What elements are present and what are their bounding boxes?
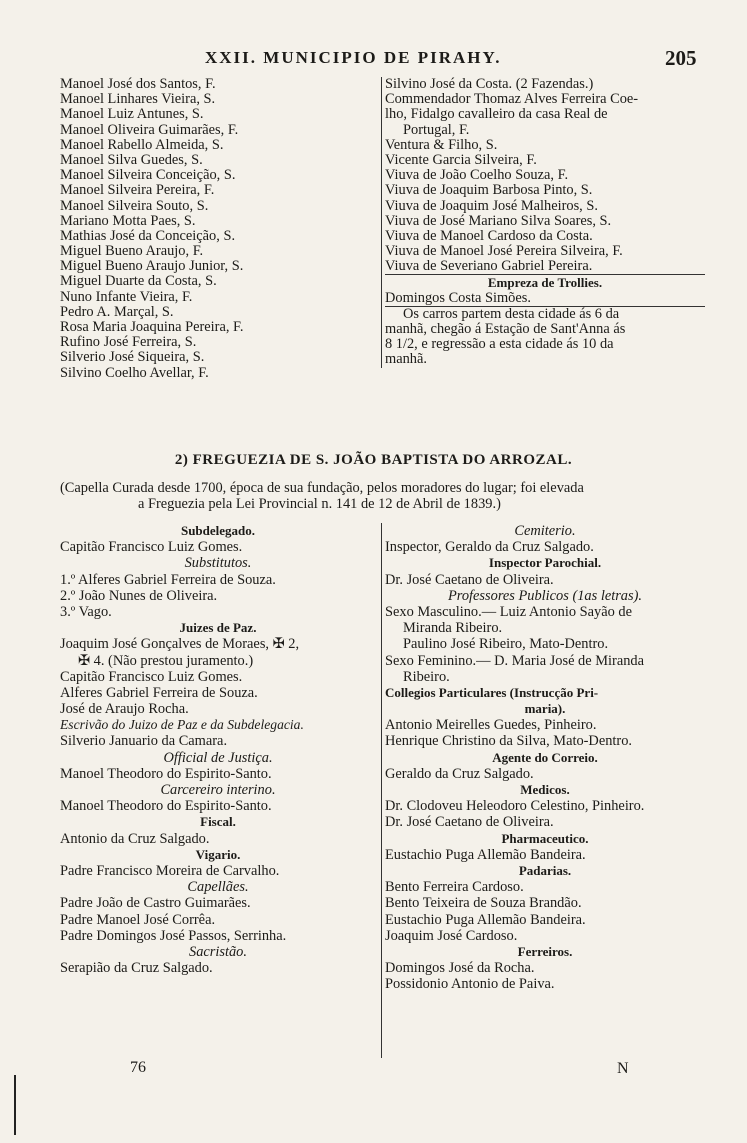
list-item: Ventura & Filho, S. bbox=[385, 136, 498, 153]
padarias-heading: Padarias. bbox=[518, 862, 572, 878]
list-item: Rosa Maria Joaquina Pereira, F. bbox=[60, 319, 244, 335]
list-item: Manoel Oliveira Guimarães, F. bbox=[60, 121, 239, 138]
list-item: Serapião da Cruz Salgado. bbox=[60, 960, 213, 977]
list-item: Joaquim José Gonçalves de Moraes, ✠ 2, bbox=[60, 636, 300, 653]
list-item: Rufino José Ferreira, S. bbox=[60, 334, 197, 351]
trollies-text: Os carros partem desta cidade ás 6 da bbox=[403, 305, 620, 322]
trollies-owner: Domingos Costa Simões. bbox=[385, 291, 705, 307]
list-item: Silverio Januario da Camara. bbox=[60, 733, 228, 750]
list-item: Dr. Clodoveu Heleodoro Celestino, Pinheiro. bbox=[385, 798, 645, 815]
bottom-left-column bbox=[60, 523, 376, 976]
list-item: Bento Ferreira Cardoso. bbox=[385, 879, 524, 896]
list-item: José de Araujo Rocha. bbox=[60, 701, 189, 718]
list-item: Manoel Rabello Almeida, S. bbox=[60, 136, 224, 153]
juizes-heading: Juizes de Paz. bbox=[179, 620, 257, 636]
list-item: Bento Teixeira de Souza Brandão. bbox=[385, 895, 582, 912]
note-line: a Freguezia pela Lei Provincial n. 141 de 12 de Abril de 1839.) bbox=[138, 496, 501, 512]
top-left-column bbox=[60, 77, 376, 381]
list-item: Miranda Ribeiro. bbox=[403, 620, 503, 637]
list-item: Miguel Duarte da Costa, S. bbox=[60, 273, 217, 290]
substitutos-heading: Substitutos. bbox=[184, 555, 252, 572]
list-item: Silvino José da Costa. (2 Fazendas.) bbox=[385, 77, 594, 92]
running-header bbox=[0, 46, 747, 74]
list-item: Antonio da Cruz Salgado. bbox=[60, 830, 210, 847]
list-item: Padre João de Castro Guimarães. bbox=[60, 895, 251, 912]
list-item: Padre Francisco Moreira de Carvalho. bbox=[60, 862, 280, 879]
list-item: Commendador Thomaz Alves Ferreira Coe- bbox=[385, 91, 639, 108]
list-item: Inspector, Geraldo da Cruz Salgado. bbox=[385, 539, 594, 556]
list-item: lho, Fidalgo cavalleiro da casa Real de bbox=[385, 106, 608, 123]
list-item: Sexo Feminino.— D. Maria José de Miranda bbox=[385, 652, 644, 669]
list-item: Padre Domingos José Passos, Serrinha. bbox=[60, 927, 287, 944]
list-item: Viuva de Joaquim José Malheiros, S. bbox=[385, 197, 598, 214]
list-item: Manoel Luiz Antunes, S. bbox=[60, 106, 204, 123]
list-item: Viuva de Manoel Cardoso da Costa. bbox=[385, 227, 593, 244]
list-item: Geraldo da Cruz Salgado. bbox=[385, 765, 534, 782]
list-item: Manoel Linhares Vieira, S. bbox=[60, 91, 216, 108]
list-item: Vicente Garcia Silveira, F. bbox=[385, 151, 537, 168]
list-item: Sexo Masculino.— Luiz Antonio Sayão de bbox=[385, 603, 633, 620]
vigario-heading: Vigario. bbox=[195, 846, 241, 862]
list-item: Dr. José Caetano de Oliveira. bbox=[385, 814, 554, 831]
list-item: Miguel Bueno Araujo Junior, S. bbox=[60, 258, 244, 275]
list-item: Manoel Theodoro do Espirito-Santo. bbox=[60, 798, 272, 815]
list-item: Eustachio Puga Allemão Bandeira. bbox=[385, 846, 586, 863]
list-item: ✠ 4. (Não prestou juramento.) bbox=[78, 652, 254, 669]
medicos-heading: Medicos. bbox=[520, 782, 570, 797]
capellaes-heading: Capellães. bbox=[187, 879, 249, 896]
list-item: Silvino Coelho Avellar, F. bbox=[60, 364, 209, 381]
official-heading: Official de Justiça. bbox=[163, 749, 273, 766]
list-item: Capitão Francisco Luiz Gomes. bbox=[60, 668, 243, 685]
inspector-heading: Inspector Parochial. bbox=[488, 555, 602, 571]
trollies-heading: Empreza de Trollies. bbox=[487, 275, 603, 291]
page-number: 205 bbox=[665, 46, 697, 70]
escrivao-heading: Escrivão do Juizo de Paz e da Subdelegacia. bbox=[60, 717, 304, 733]
cemiterio-heading: Cemiterio. bbox=[514, 523, 576, 539]
list-item: Manoel Silva Guedes, S. bbox=[60, 151, 203, 168]
sacristao-heading: Sacristão. bbox=[189, 943, 247, 960]
list-item: Viuva de João Coelho Souza, F. bbox=[385, 167, 569, 184]
collegios-heading-cont: maria). bbox=[524, 701, 566, 717]
ferreiros-heading: Ferreiros. bbox=[517, 943, 573, 959]
fiscal-heading: Fiscal. bbox=[200, 814, 236, 830]
list-item: Eustachio Puga Allemão Bandeira. bbox=[385, 911, 586, 928]
list-item: Manoel Silveira Souto, S. bbox=[60, 197, 209, 214]
section-note bbox=[60, 480, 700, 512]
trollies-text: manhã, chegão á Estação de Sant'Anna ás bbox=[385, 321, 626, 337]
signature-letter: N bbox=[617, 1060, 629, 1077]
list-item: Miguel Bueno Araujo, F. bbox=[60, 243, 204, 260]
list-item: Antonio Meirelles Guedes, Pinheiro. bbox=[385, 717, 597, 734]
carcereiro-heading: Carcereiro interino. bbox=[160, 782, 276, 798]
list-item: Henrique Christino da Silva, Mato-Dentro. bbox=[385, 733, 632, 750]
list-item: Paulino José Ribeiro, Mato-Dentro. bbox=[403, 636, 609, 653]
bottom-right-column bbox=[381, 523, 705, 1058]
collegios-heading: Collegios Particulares (Instrucção Pri- bbox=[385, 684, 599, 700]
list-item: Pedro A. Marçal, S. bbox=[60, 303, 174, 320]
list-item: Mariano Motta Paes, S. bbox=[60, 212, 196, 229]
margin-mark bbox=[14, 1075, 16, 1135]
top-right-column bbox=[381, 77, 705, 368]
list-item: Dr. José Caetano de Oliveira. bbox=[385, 571, 554, 588]
list-item: Nuno Infante Vieira, F. bbox=[60, 288, 193, 305]
list-item: 3.º Vago. bbox=[60, 603, 112, 620]
list-item: Viuva de José Mariano Silva Soares, S. bbox=[385, 212, 612, 229]
list-item: Ribeiro. bbox=[403, 668, 450, 685]
list-item: Silverio José Siqueira, S. bbox=[60, 349, 205, 366]
correio-heading: Agente do Correio. bbox=[492, 749, 598, 765]
list-item: Mathias José da Conceição, S. bbox=[60, 227, 236, 244]
list-item: Manoel José dos Santos, F. bbox=[60, 77, 216, 92]
note-line: (Capella Curada desde 1700, época de sua fundação, pelos moradores do lugar; foi elevada bbox=[60, 480, 584, 496]
list-item: Manoel Silveira Pereira, F. bbox=[60, 182, 215, 199]
pharma-heading: Pharmaceutico. bbox=[501, 830, 589, 846]
list-item: Manoel Theodoro do Espirito-Santo. bbox=[60, 765, 272, 782]
list-item: Viuva de Joaquim Barbosa Pinto, S. bbox=[385, 182, 593, 199]
trollies-text: 8 1/2, e regressão a esta cidade ás 10 da bbox=[385, 336, 614, 353]
header-title: XXII. MUNICIPIO DE PIRAHY. bbox=[205, 48, 502, 67]
list-item: Joaquim José Cardoso. bbox=[385, 927, 518, 944]
trollies-text: manhã. bbox=[385, 351, 427, 368]
list-item: Capitão Francisco Luiz Gomes. bbox=[60, 539, 243, 556]
list-item: Alferes Gabriel Ferreira de Souza. bbox=[60, 684, 258, 701]
list-item: Portugal, F. bbox=[403, 121, 470, 138]
list-item: Viuva de Severiano Gabriel Pereira. bbox=[385, 259, 705, 275]
list-item: Domingos José da Rocha. bbox=[385, 960, 535, 977]
list-item: 2.º João Nunes de Oliveira. bbox=[60, 587, 218, 604]
subdelegado-heading: Subdelegado. bbox=[180, 523, 256, 538]
signature-number: 76 bbox=[130, 1059, 146, 1076]
list-item: 1.º Alferes Gabriel Ferreira de Souza. bbox=[60, 571, 276, 588]
list-item: Padre Manoel José Corrêa. bbox=[60, 911, 216, 928]
list-item: Manoel Silveira Conceição, S. bbox=[60, 167, 236, 184]
section-title: 2) FREGUEZIA DE S. JOÃO BAPTISTA DO ARROZAL. bbox=[174, 452, 573, 468]
list-item: Possidonio Antonio de Paiva. bbox=[385, 976, 555, 993]
professores-heading: Professores Publicos (1as letras). bbox=[448, 587, 642, 604]
list-item: Viuva de Manoel José Pereira Silveira, F. bbox=[385, 243, 623, 260]
